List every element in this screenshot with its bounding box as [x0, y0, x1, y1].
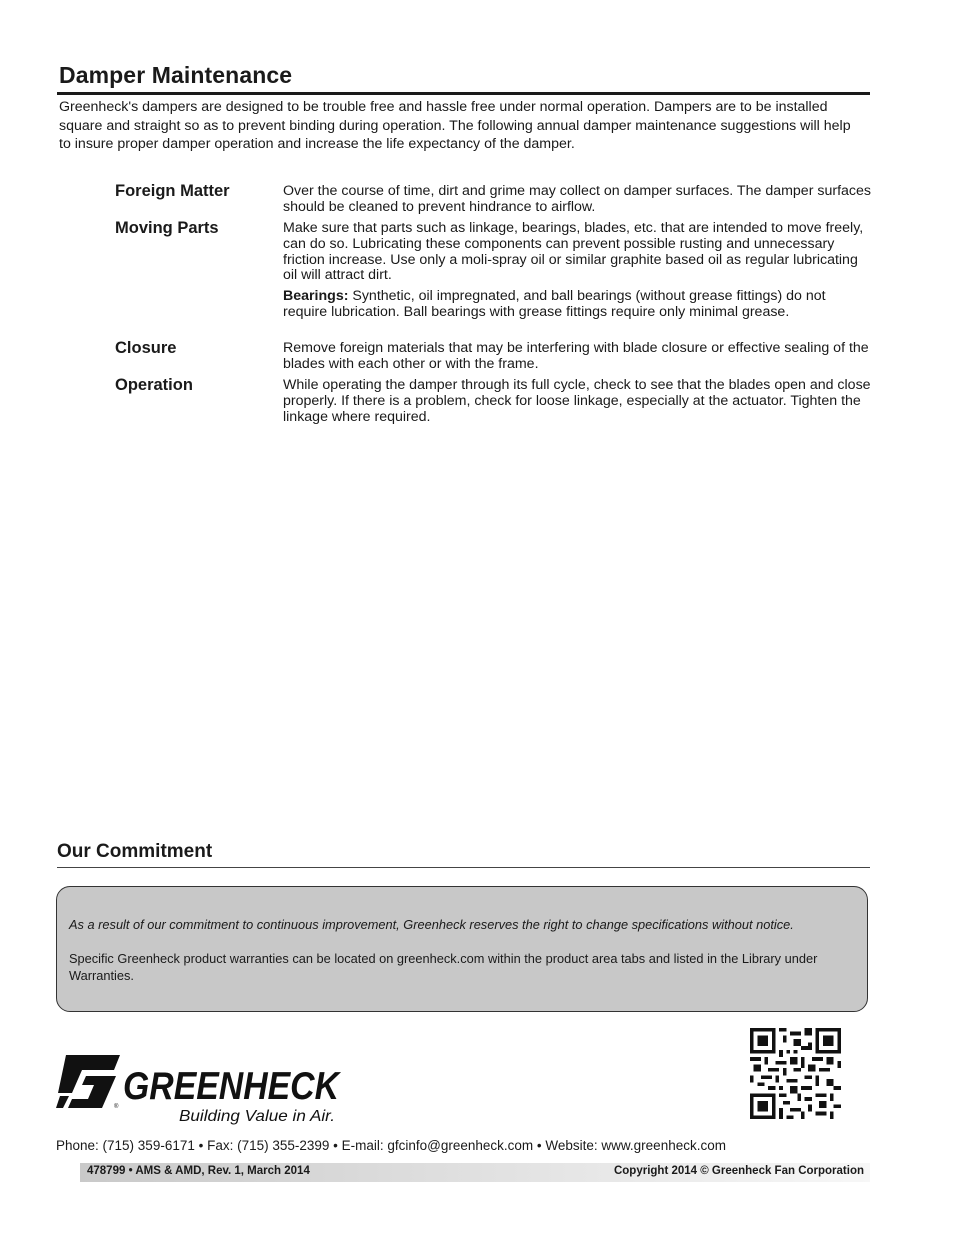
logo-wordmark: GREENHECK [123, 1065, 342, 1108]
commitment-warranty-text: Specific Greenheck product warranties can be located on greenheck.com within the product area tabs and listed in the Library under Warranties. [69, 951, 818, 983]
term-operation: Operation [115, 376, 193, 394]
desc-operation: While operating the damper through its full cycle, check to see that the blades open and close properly. If there is a problem, check for loose linkage, especially at the actuator. Tighten the linkage where required. [283, 377, 871, 425]
footer-bar [80, 1163, 870, 1182]
term-moving-parts: Moving Parts [115, 219, 219, 237]
greenheck-logo [56, 1052, 346, 1127]
term-closure: Closure [115, 339, 177, 357]
desc-moving-parts: Make sure that parts such as linkage, bearings, blades, etc. that are intended to move freely, can do so. Lubricating these components can prevent possible rusting and unnecessary friction increase. Use only a moli-spray oil or similar graphite based oil as regular lubricating oil will attract dirt. [283, 220, 864, 284]
commitment-title: Our Commitment [57, 841, 213, 862]
desc-closure: Remove foreign materials that may be interfering with blade closure or effective sealing of the blades with each other or with the frame. [283, 340, 869, 372]
document-info: 478799 • AMS & AMD, Rev. 1, March 2014 [87, 1165, 310, 1177]
bearings-text: Synthetic, oil impregnated, and ball bearings (without grease fittings) do not require lubrication. Ball bearings with grease fittings require only minimal grease. [283, 288, 826, 320]
commitment-divider [57, 867, 870, 868]
greenheck-mark-icon [56, 1055, 120, 1108]
intro-paragraph: Greenheck's dampers are designed to be trouble free and hassle free under normal operation. Dampers are to be installed square and straight so as to prevent binding during operation. The following annual damper maintenance suggestions will help to insure proper damper operation and increase the life expectancy of the damper. [59, 99, 851, 152]
copyright-notice: Copyright 2014 © Greenheck Fan Corporation [613, 1165, 864, 1177]
registered-mark: ® [114, 1104, 119, 1110]
page-title: Damper Maintenance [59, 62, 293, 88]
title-divider [57, 92, 870, 95]
commitment-box [56, 886, 868, 1012]
logo-tagline: Building Value in Air. [179, 1108, 335, 1125]
contact-line: Phone: (715) 359-6171 • Fax: (715) 355-2399 • E-mail: gfcinfo@greenheck.com • Website: www.greenheck.com [56, 1138, 726, 1153]
qr-code-icon [750, 1028, 841, 1119]
desc-bearings [283, 289, 873, 321]
bearings-label: Bearings: [283, 288, 349, 304]
desc-foreign-matter: Over the course of time, dirt and grime may collect on damper surfaces. The damper surfaces should be cleaned to prevent hindrance to airflow. [283, 183, 871, 215]
commitment-notice: As a result of our commitment to continuous improvement, Greenheck reserves the right to change specifications without notice. [69, 917, 794, 932]
term-foreign-matter: Foreign Matter [115, 182, 230, 200]
